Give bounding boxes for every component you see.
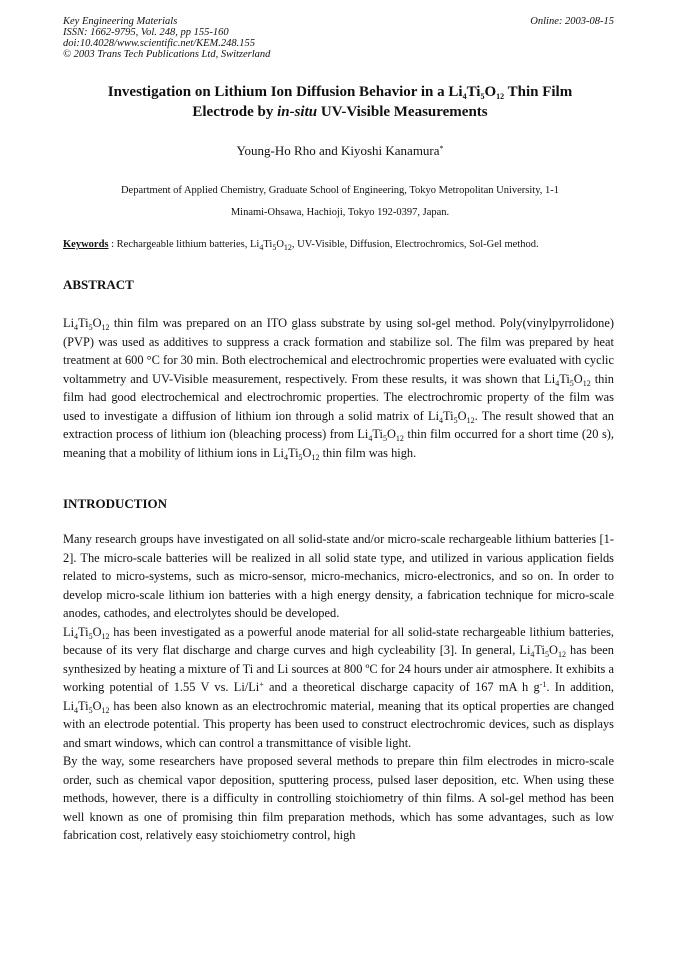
authors: Young-Ho Rho and Kiyoshi Kanamura* [236, 143, 444, 158]
issn-line: ISSN: 1662-9795, Vol. 248, pp 155-160 [63, 27, 229, 38]
introduction-body [63, 530, 614, 845]
abstract-heading: ABSTRACT [63, 277, 134, 292]
intro-paragraph-3: By the way, some researchers have proposed several methods to prepare thin film electrodes in micro-scale order, such as chemical vapor deposition, sputtering process, pulsed laser deposition, etc. When using these methods, however, there is a difficulty in controlling stoichiometry of thin films. A sol-gel method has been well known as one of promising thin film preparation methods, which has some advantages, such as low fabrication cost, relatively easy stoichiometry control, high [63, 754, 614, 842]
copyright-line: © 2003 Trans Tech Publications Ltd, Switzerland [63, 49, 271, 60]
abstract-body: $Li_4Ti_5O_{12}$ thin film was prepared on an ITO glass substrate by using sol-gel method. Poly(vinylpyrrolidone) (PVP) was used as additives to suppress a crack formation and stabilize sol. The film was prepared by heat treatment at 600 °C for 30 min. Both electrochemical and electrochromic properties were evaluated with cyclic voltammetry and UV-Visible measurement, respectively. From these results, it was shown that $Li_4Ti_5O_{12}$ thin film had good electrochemical and electrochromic properties. The electrochromic property of the film was used to investigate a diffusion of lithium ion through a solid matrix of $Li_4Ti_5O_{12}$. The result showed that an extraction process of lithium ion (bleaching process) from $Li_4Ti_5O_{12}$ thin film occurred for a short time (20 s), meaning that a mobility of lithium ions in $Li_4Ti_5O_{12}$ thin film was high. [63, 316, 615, 462]
paper-title: Investigation on Lithium Ion Diffusion Behavior in a $Li_4Ti_5O_{12}$ Thin Film Electrode by in-situ UV-Visible Measurements [107, 84, 573, 120]
introduction-heading: INTRODUCTION [63, 496, 168, 511]
keywords-label: Keywords [63, 239, 109, 250]
intro-paragraph-1: Many research groups have investigated on all solid-state and/or micro-scale rechargeable lithium batteries [1-2]. The micro-scale batteries will be realized in all solid state type, and utilized in various application fields related to micro-systems, such as micro-sensor, micro-mechanics, micro-electronics, and so on. In order to develop micro-scale lithium ion batteries with a high energy density, a fabrication technique for micro-scale anodes, cathodes, and electrolytes should be developed. [63, 532, 614, 620]
doi-line: doi:10.4028/www.scientific.net/KEM.248.155 [63, 38, 255, 49]
affiliation: Department of Applied Chemistry, Graduate School of Engineering, Tokyo Metropolitan University, 1-1 Minami-Ohsawa, Hachioji, Tokyo 192-0397, Japan. [120, 185, 560, 218]
online-date: Online: 2003-08-15 [530, 16, 614, 27]
intro-paragraph-2: $Li_4Ti_5O_{12}$ has been investigated as a powerful anode material for all solid-state rechargeable lithium batteries, because of its very flat discharge and charge curves and high cycleability [3]. In general, $Li_4Ti_5O_{12}$ has been synthesized by heating a mixture of Ti and Li sources at 800 ºC for 24 hours under air atmosphere. It exhibits a working potential of 1.55 V vs. Li/Li+ and a theoretical discharge capacity of 167 mA h $g^{-1}$. In addition, $Li_4Ti_5O_{12}$ has been also known as an electrochromic material, meaning that its optical properties are changed with an electrode potential. This property has been used to construct electrochromic devices, such as displays and smart windows, which can control a transmittance of visible light. [63, 624, 615, 750]
keywords: Keywords : Rechargeable lithium batteries, $Li_4Ti_5O_{12}$, UV-Visible, Diffusion, Electrochromics, Sol-Gel method. [63, 239, 539, 252]
journal-name: Key Engineering Materials [63, 16, 178, 27]
journal-header [63, 16, 270, 60]
